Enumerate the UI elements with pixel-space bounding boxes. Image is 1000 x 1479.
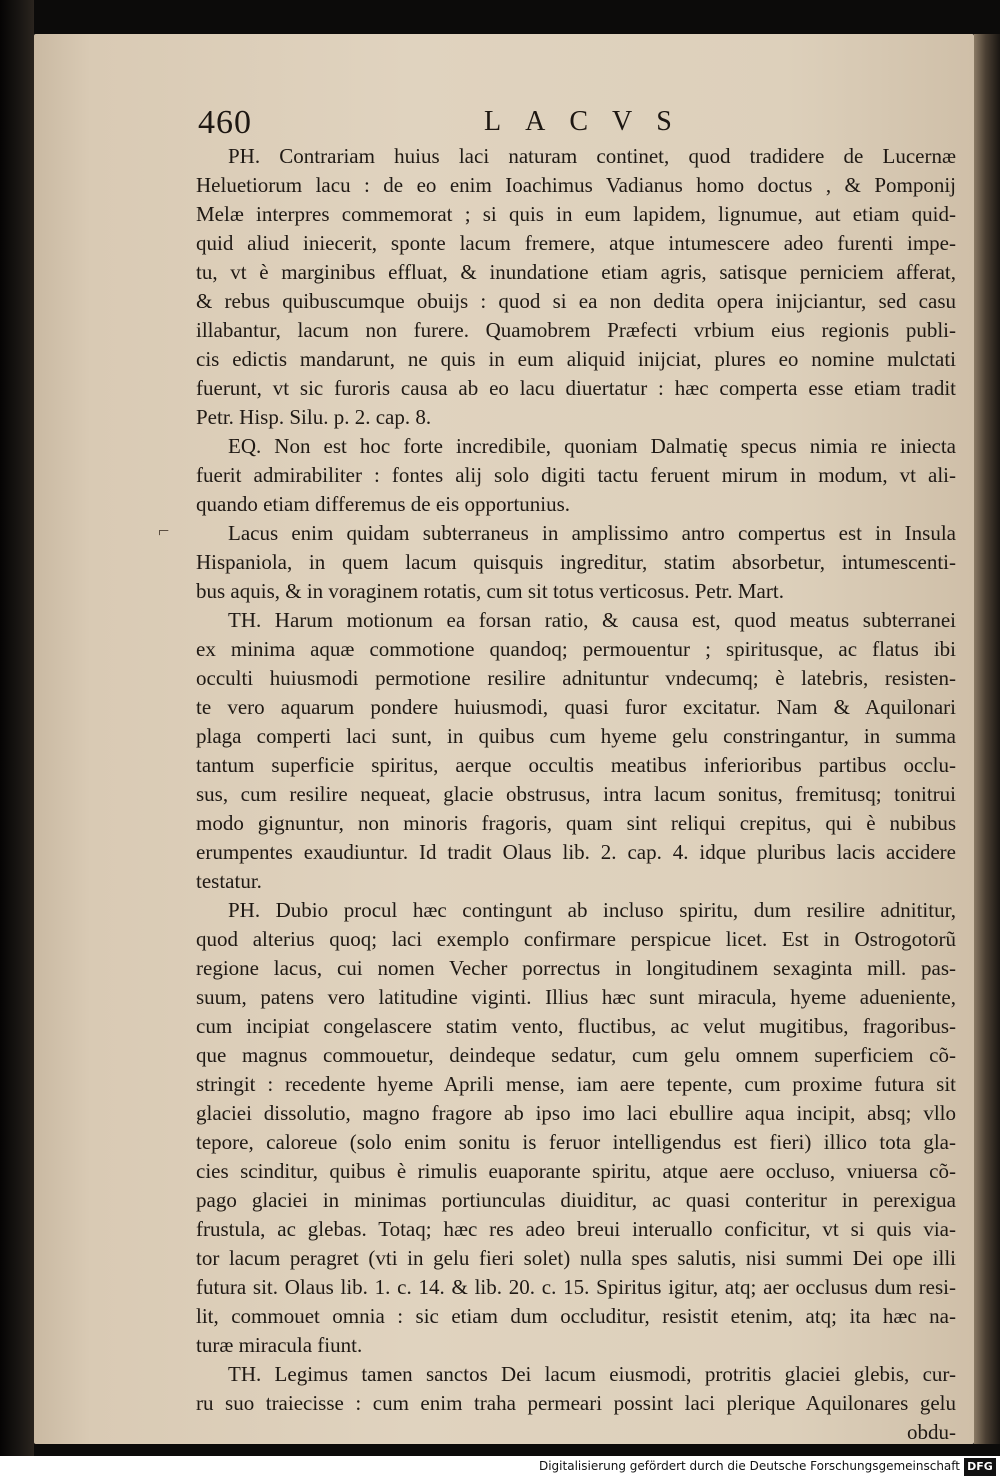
text-line: suum, patens vero latitudine viginti. Illius hæc sunt miracula, hyeme adueniente,	[196, 985, 956, 1009]
text-line: & rebus quibuscumque obuijs : quod si ea non dedita opera inijciantur, sed casu	[196, 289, 956, 313]
text-line: Heluetiorum lacu : de eo enim Ioachimus Vadianus homo doctus , & Pomponij	[196, 173, 956, 197]
text-line: TH. Legimus tamen sanctos Dei lacum eiusmodi, protritis glaciei glebis, cur-	[228, 1362, 956, 1386]
text-line: Melæ interpres commemorat ; si quis in eum lapidem, lignumue, aut etiam quid-	[196, 202, 956, 226]
footer-bar	[0, 1456, 1000, 1479]
text-line: que magnus commouetur, deindeque sedatur, cum gelu omnem superficiem cõ-	[196, 1043, 956, 1067]
text-line: Lacus enim quidam subterraneus in amplissimo antro compertus est in Insula	[228, 521, 956, 545]
text-line: te vero aquarum pondere huiusmodi, quasi furor excitatur. Nam & Aquilonari	[196, 695, 956, 719]
text-line: tor lacum peragret (vti in gelu fieri solet) nulla spes salutis, nisi summi Dei ope illi	[196, 1246, 956, 1270]
text-line: bus aquis, & in voraginem rotatis, cum sit totus verticosus. Petr. Mart.	[196, 579, 784, 603]
text-line: cis edictis mandarunt, ne quis in eum aliquid inijciat, plures eo nomine mulctati	[196, 347, 956, 371]
text-line: TH. Harum motionum ea forsan ratio, & causa est, quod meatus subterranei	[228, 608, 956, 632]
text-line: turæ miracula fiunt.	[196, 1333, 363, 1357]
text-line: regione lacus, cui nomen Vecher porrectus in longitudinem sexaginta mill. pas-	[196, 956, 956, 980]
text-line: fuerunt, vt sic furoris causa ab eo lacu diuertatur : hæc comperta esse etiam tradit	[196, 376, 956, 400]
text-line: tantum superficie spiritus, aerque occultis meatibus inferioribus partibus occlu-	[196, 753, 956, 777]
text-line: plaga comperti laci sunt, in quibus cum hyeme gelu constringantur, in summa	[196, 724, 956, 748]
funding-credit: Digitalisierung gefördert durch die Deutsche Forschungsgemeinschaft	[538, 1459, 960, 1473]
text-line: glaciei dissolutio, magno fragore ab ipso imo laci ebullire aqua incipit, absq; vllo	[196, 1101, 956, 1125]
text-line: stringit : recedente hyeme Aprili mense, iam aere tepente, cum proxime futura sit	[196, 1072, 956, 1096]
text-line: PH. Dubio procul hæc contingunt ab incluso spiritu, dum resilire adnititur,	[228, 898, 956, 922]
text-line: erumpentes exaudiuntur. Id tradit Olaus lib. 2. cap. 4. idque pluribus lacis accidere	[196, 840, 956, 864]
text-line: ex minima aquæ commotione quandoq; permouentur ; spiritusque, ac flatus ibi	[196, 637, 956, 661]
text-line: quid aliud iniecerit, sponte lacum fremere, atque intumescere adeo furenti impe-	[196, 231, 956, 255]
text-line: pago glaciei in minimas portiunculas diuiditur, ac quasi conteritur in perexigua	[196, 1188, 956, 1212]
dfg-logo: DFG	[964, 1458, 996, 1476]
binding-shadow	[0, 0, 34, 1456]
page-number: 460	[198, 104, 252, 141]
text-line: modo gignuntur, non minoris fragoris, quam sint reliqui crepitus, qui è nubibus	[196, 811, 956, 835]
page-edge	[974, 34, 1000, 1444]
text-line: Hispaniola, in quem lacum quisquis ingreditur, statim absorbetur, intumescenti-	[196, 550, 956, 574]
text-line: tu, vt è marginibus effluat, & inundatione etiam agris, satisque perniciem afferat,	[196, 260, 956, 284]
text-line: illabantur, lacum non furere. Quamobrem Præfecti vrbium eius regionis publi-	[196, 318, 956, 342]
margin-mark: ⌐	[158, 520, 170, 542]
text-line: cies scinditur, quibus è rimulis euaporante spiritu, atque aere occluso, vniuersa cõ-	[196, 1159, 956, 1183]
text-line: Petr. Hisp. Silu. p. 2. cap. 8.	[196, 405, 432, 429]
text-line: tepore, caloreue (solo enim sonitu is feruor intelligendus est fieri) illico tota gla-	[196, 1130, 956, 1154]
text-line: quod alterius quoq; laci exemplo confirmare perspicue licet. Est in Ostrogotorũ	[196, 927, 956, 951]
text-line: testatur.	[196, 869, 262, 893]
text-line: fuerit admirabiliter : fontes alij solo digiti tactu feruent mirum in modum, vt ali-	[196, 463, 956, 487]
text-line: sus, cum resilire nequeat, glacie obstrusus, intra lacum sonitus, fremitusq; tonitrui	[196, 782, 956, 806]
text-line: ru suo traiecisse : cum enim traha permeari possint laci plerique Aquilonares gelu	[196, 1391, 956, 1415]
catchword: obdu-	[907, 1420, 956, 1444]
body-text	[196, 142, 956, 1447]
text-line: frustula, ac glebas. Totaq; hæc res adeo breui interuallo conficitur, vt si quis via-	[196, 1217, 956, 1241]
text-line: futura sit. Olaus lib. 1. c. 14. & lib. 20. c. 15. Spiritus igitur, atq; aer occlusus dum resi-	[196, 1275, 956, 1299]
text-line: quando etiam differemus de eis opportunius.	[196, 492, 571, 516]
text-line: lit, commouet omnia : sic etiam dum occluditur, resistit etenim, atq; ita hæc na-	[196, 1304, 956, 1328]
text-line: EQ. Non est hoc forte incredibile, quoniam Dalmatię specus nimia re iniecta	[228, 434, 956, 458]
running-head	[198, 104, 958, 144]
text-line: cum incipiat congelascere statim vento, fluctibus, ac velut mugitibus, fragoribus-	[196, 1014, 956, 1038]
text-line: PH. Contrariam huius laci naturam continet, quod tradidere de Lucernæ	[228, 144, 956, 168]
text-line: occulti huiusmodi permotione resilire adnituntur vndecumq; è latebris, resisten-	[196, 666, 956, 690]
page-title: LACVS	[484, 106, 696, 137]
